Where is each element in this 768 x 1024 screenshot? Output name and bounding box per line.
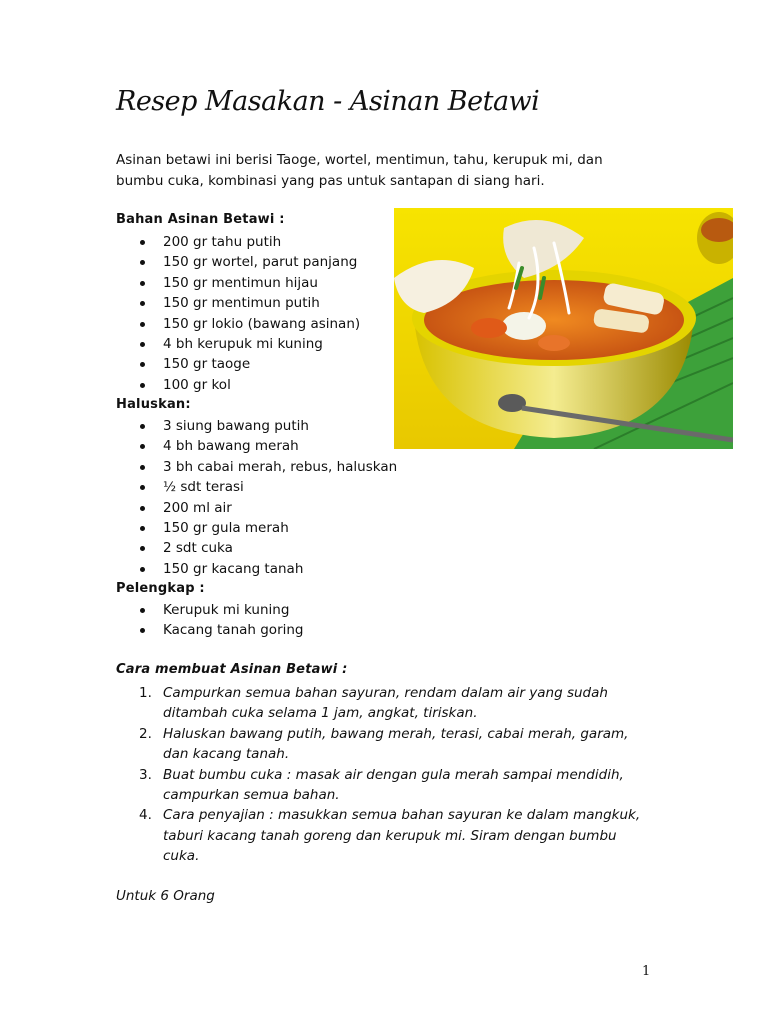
bullet-icon xyxy=(140,383,145,388)
cara-heading: Cara membuat Asinan Betawi : xyxy=(116,662,348,677)
list-item: Kacang tanah goring xyxy=(0,620,304,640)
bahan-list xyxy=(0,232,360,395)
list-item: 150 gr wortel, parut panjang xyxy=(0,252,360,272)
list-item: 3 siung bawang putih xyxy=(0,416,397,436)
list-item: 150 gr taoge xyxy=(0,354,360,374)
list-item: 150 gr lokio (bawang asinan) xyxy=(0,314,360,334)
intro-paragraph: Asinan betawi ini berisi Taoge, wortel, mentimun, tahu, kerupuk mi, dan bumbu cuka, kombinasi yang pas untuk santapan di siang hari. xyxy=(116,152,603,189)
list-item: 1. Campurkan semua bahan sayuran, rendam dalam air yang sudah ditambah cuka selama 1 jam, angkat, tiriskan. xyxy=(139,685,608,722)
bullet-icon xyxy=(140,608,145,613)
list-item: 3. Buat bumbu cuka : masak air dengan gula merah sampai mendidih, campurkan semua bahan. xyxy=(139,766,624,804)
bullet-icon xyxy=(140,567,145,572)
haluskan-heading: Haluskan: xyxy=(116,397,191,412)
list-item: 2. Haluskan bawang putih, bawang merah, terasi, cabai merah, garam, dan kacang tanah. xyxy=(139,725,629,763)
bullet-icon xyxy=(140,628,145,633)
list-item: 200 ml air xyxy=(0,498,397,518)
list-item: 150 gr kacang tanah xyxy=(0,559,397,579)
page-title: Resep Masakan - Asinan Betawi xyxy=(116,86,540,117)
asinan-bowl-image xyxy=(394,208,733,449)
list-item: Kerupuk mi kuning xyxy=(0,600,304,620)
bullet-icon xyxy=(140,342,145,347)
list-item: 150 gr gula merah xyxy=(0,518,397,538)
bullet-icon xyxy=(140,260,145,265)
bullet-icon xyxy=(140,322,145,327)
cara-steps xyxy=(0,683,653,867)
bullet-icon xyxy=(140,424,145,429)
list-item: 4 bh bawang merah xyxy=(0,436,397,456)
pelengkap-heading: Pelengkap : xyxy=(116,581,205,596)
page-number: 1 xyxy=(642,964,651,979)
bullet-icon xyxy=(140,465,145,470)
bullet-icon xyxy=(140,526,145,531)
asinan-photo xyxy=(394,208,733,449)
bullet-icon xyxy=(140,444,145,449)
list-item: 2 sdt cuka xyxy=(0,538,397,558)
list-item: ½ sdt terasi xyxy=(0,477,397,497)
serving-note: Untuk 6 Orang xyxy=(116,888,215,904)
bullet-icon xyxy=(140,301,145,306)
bullet-icon xyxy=(140,506,145,511)
list-item: 200 gr tahu putih xyxy=(0,232,360,252)
bullet-icon xyxy=(140,546,145,551)
haluskan-list xyxy=(0,416,397,579)
list-item: 4. Cara penyajian : masukkan semua bahan sayuran ke dalam mangkuk, taburi kacang tanah goreng dan kerupuk mi. Siram dengan bumbu cuka. xyxy=(139,807,641,865)
list-item: 100 gr kol xyxy=(0,375,360,395)
list-item: 150 gr mentimun hijau xyxy=(0,273,360,293)
list-item: 3 bh cabai merah, rebus, haluskan xyxy=(0,457,397,477)
bullet-icon xyxy=(140,362,145,367)
pelengkap-list xyxy=(0,600,304,641)
bullet-icon xyxy=(140,281,145,286)
list-item: 150 gr mentimun putih xyxy=(0,293,360,313)
bullet-icon xyxy=(140,485,145,490)
list-item: 4 bh kerupuk mi kuning xyxy=(0,334,360,354)
bullet-icon xyxy=(140,240,145,245)
bahan-heading: Bahan Asinan Betawi : xyxy=(116,212,285,227)
